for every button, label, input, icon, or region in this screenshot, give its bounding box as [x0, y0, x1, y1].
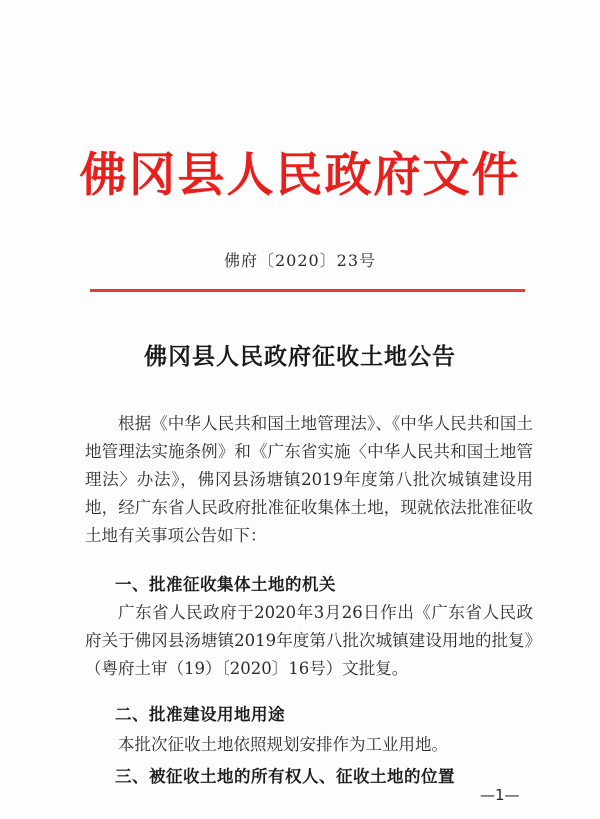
document-number: 佛府〔2020〕23号: [223, 251, 377, 270]
intro-paragraph: 根据《中华人民共和国土地管理法》、《中华人民共和国土地管理法实施条例》和《广东省实施〈中华人民共和国土地管理法〉办法》，佛冈县汤塘镇2019年度第八批次城镇建设用地，经广东省人民政府批准征收集体土地，现就依法批准征收土地有关事项公告如下：: [85, 414, 533, 545]
header-divider: [90, 289, 525, 292]
section-paragraph-2: 本批次征收土地依照规划安排作为工业用地。: [118, 735, 448, 754]
document-header-title: 佛冈县人民政府文件: [79, 148, 521, 203]
section-heading-1: 一、批准征收集体土地的机关: [115, 575, 336, 594]
section-heading-3: 三、被征收土地的所有权人、征收土地的位置: [115, 767, 455, 786]
notice-title: 佛冈县人民政府征收土地公告: [144, 343, 456, 370]
section-heading-2: 二、批准建设用地用途: [115, 705, 285, 724]
section-paragraph-1: 广东省人民政府于2020年3月26日作出《广东省人民政府关于佛冈县汤塘镇2019年度第八批次城镇建设用地的批复》（粤府土审（19）〔2020〕16号）文批复。: [85, 603, 533, 678]
page-number: —1—: [480, 786, 520, 804]
